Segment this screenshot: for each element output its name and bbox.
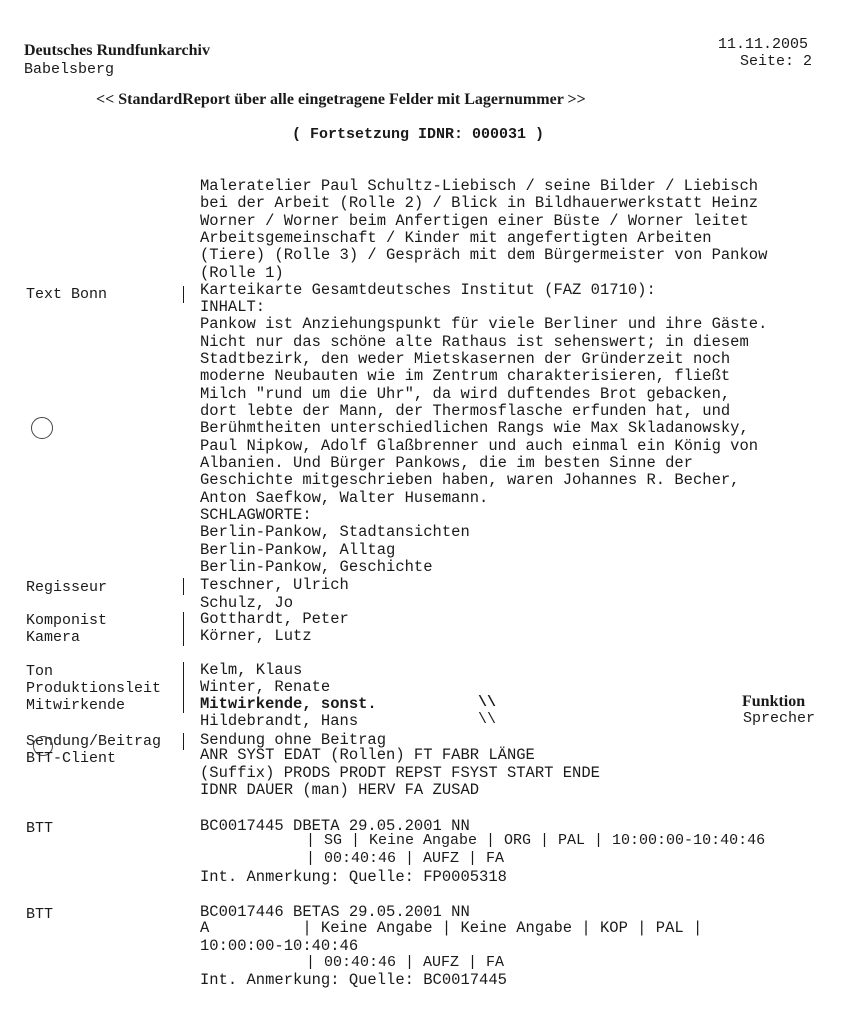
text-bonn-line: SCHLAGWORTE: xyxy=(200,506,312,524)
column-separator xyxy=(183,662,184,679)
mitwirkende-separator: \\ xyxy=(478,711,497,728)
btt-client-line: IDNR DAUER (man) HERV FA ZUSAD xyxy=(200,781,480,799)
btt-record-line: | SG | Keine Angabe | ORG | PAL | 10:00:00-10:40:46 xyxy=(306,832,766,849)
text-bonn-line: Karteikarte Gesamtdeutsches Institut (FAZ 01710): xyxy=(200,281,656,299)
intro-line: (Rolle 1) xyxy=(200,264,284,282)
text-bonn-line: Berlin-Pankow, Alltag xyxy=(200,541,396,559)
ton-value: Kelm, Klaus xyxy=(200,661,303,679)
text-bonn-line: Berühmtheiten unterschiedlichen Rangs wie Max Skladanowsky, xyxy=(200,419,749,437)
text-bonn-line: Stadtbezirk, den weder Mietskasernen der Gründerzeit noch xyxy=(200,350,731,368)
btt-record-line: 10:00:00-10:40:46 xyxy=(200,937,359,955)
field-label-komponist: Komponist xyxy=(26,612,108,629)
sendung-value: Sendung ohne Beitrag xyxy=(200,731,387,749)
btt-record-line: BC0017445 DBETA 29.05.2001 NN xyxy=(200,817,470,835)
text-bonn-line: Berlin-Pankow, Geschichte xyxy=(200,558,433,576)
continuation-idnr: ( Fortsetzung IDNR: 000031 ) xyxy=(292,126,545,143)
intro-line: Maleratelier Paul Schultz-Liebisch / seine Bilder / Liebisch xyxy=(200,177,759,195)
btt-record-line: BC0017446 BETAS 29.05.2001 NN xyxy=(200,903,470,921)
text-bonn-line: Nicht nur das schöne alte Rathaus ist sehenswert; in diesem xyxy=(200,333,749,351)
field-label-sendung: Sendung/Beitrag xyxy=(26,733,162,750)
btt-note: Int. Anmerkung: Quelle: FP0005318 xyxy=(200,868,507,886)
organization-name: Deutsches Rundfunkarchiv xyxy=(24,42,210,59)
btt-client-line: ANR SYST EDAT (Rollen) FT FABR LÄNGE xyxy=(200,746,535,764)
field-label-kamera: Kamera xyxy=(26,629,81,646)
column-separator xyxy=(183,612,184,629)
text-bonn-line: Paul Nipkow, Adolf Glaßbrenner und auch einmal ein König von xyxy=(200,437,759,455)
field-label-produktionsleit: Produktionsleit xyxy=(26,680,162,697)
report-title: << StandardReport über alle eingetragene Felder mit Lagernummer >> xyxy=(96,91,586,108)
field-label-text-bonn: Text Bonn xyxy=(26,286,108,303)
text-bonn-line: Pankow ist Anziehungspunkt für viele Berliner und ihre Gäste. xyxy=(200,315,768,333)
field-label-btt: BTT xyxy=(26,820,54,837)
btt-record-line: | 00:40:46 | AUFZ | FA xyxy=(306,850,505,867)
organization-location: Babelsberg xyxy=(24,61,115,78)
intro-line: Arbeitsgemeinschaft / Kinder mit angefertigten Arbeiten xyxy=(200,229,712,247)
text-bonn-line: Geschichte mitgeschrieben haben, waren Johannes R. Becher, xyxy=(200,471,740,489)
komponist-value: Gotthardt, Peter xyxy=(200,610,349,628)
mitwirkende-funktion: Sprecher xyxy=(743,710,816,727)
text-bonn-line: dort lebte der Mann, der Thermosflasche erfunden hat, und xyxy=(200,402,731,420)
column-separator xyxy=(183,679,184,696)
intro-line: (Tiere) (Rolle 3) / Gespräch mit dem Bürgermeister von Pankow xyxy=(200,246,768,264)
intro-line: Worner / Worner beim Anfertigen einer Büste / Worner leitet xyxy=(200,212,749,230)
mitwirkende-name: Hildebrandt, Hans xyxy=(200,712,359,730)
page-number: Seite: 2 xyxy=(740,53,813,70)
text-bonn-line: moderne Neubauten wie im Zentrum charakterisieren, fließt xyxy=(200,367,731,385)
text-bonn-line: INHALT: xyxy=(200,298,266,316)
btt-note: Int. Anmerkung: Quelle: BC0017445 xyxy=(200,971,507,989)
kamera-value: Körner, Lutz xyxy=(200,627,312,645)
regisseur-value: Schulz, Jo xyxy=(200,594,294,612)
btt-record-line: | 00:40:46 | AUFZ | FA xyxy=(306,954,505,971)
column-separator xyxy=(183,696,184,713)
field-label-mitwirkende: Mitwirkende xyxy=(26,697,126,714)
produktionsleit-value: Winter, Renate xyxy=(200,678,331,696)
btt-client-line: (Suffix) PRODS PRODT REPST FSYST START ENDE xyxy=(200,764,600,782)
column-separator xyxy=(183,286,184,303)
punch-hole-mark xyxy=(31,417,53,439)
mitwirkende-header-name: Mitwirkende, sonst. xyxy=(200,695,377,713)
field-label-regisseur: Regisseur xyxy=(26,579,108,596)
btt-record-line: A | Keine Angabe | Keine Angabe | KOP | PAL | xyxy=(200,919,703,937)
column-separator xyxy=(183,629,184,646)
report-date: 11.11.2005 xyxy=(718,36,809,53)
field-label-btt: BTT xyxy=(26,906,54,923)
field-label-btt-client: BTT-Client xyxy=(26,750,117,767)
mitwirkende-header-separator: \\ xyxy=(478,694,497,711)
column-separator xyxy=(183,578,184,595)
intro-line: bei der Arbeit (Rolle 2) / Blick in Bildhauerwerkstatt Heinz xyxy=(200,194,759,212)
text-bonn-line: Berlin-Pankow, Stadtansichten xyxy=(200,523,470,541)
regisseur-value: Teschner, Ulrich xyxy=(200,576,349,594)
text-bonn-line: Albanien. Und Bürger Pankows, die im besten Sinne der xyxy=(200,454,693,472)
mitwirkende-header-funktion: Funktion xyxy=(742,693,806,710)
column-separator xyxy=(183,733,184,750)
text-bonn-line: Milch "rund um die Uhr", da wird duftendes Brot gebacken, xyxy=(200,385,731,403)
field-label-ton: Ton xyxy=(26,663,54,680)
text-bonn-line: Anton Saefkow, Walter Husemann. xyxy=(200,489,489,507)
